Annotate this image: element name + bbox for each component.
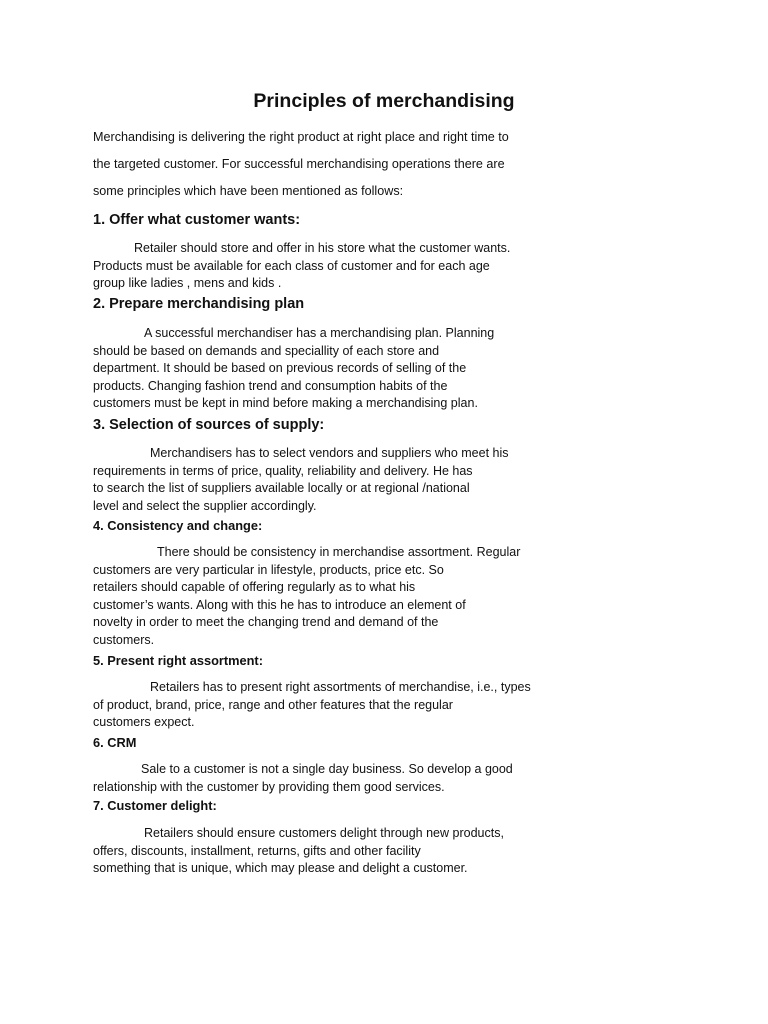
section-heading-prepare-merchandising-plan: 2. Prepare merchandising plan bbox=[93, 296, 305, 312]
section-heading-crm: 6. CRM bbox=[93, 735, 137, 750]
page-title: Principles of merchandising bbox=[253, 90, 515, 112]
text-line: Merchandising is delivering the right product at right place and right time to bbox=[93, 130, 509, 144]
text-line: customers expect. bbox=[93, 715, 195, 730]
text-line: Retailers has to present right assortments of merchandise, i.e., types bbox=[150, 680, 531, 694]
text-line: customer’s wants. Along with this he has to introduce an element of bbox=[93, 597, 466, 612]
text-line: of product, brand, price, range and other features that the regular bbox=[93, 697, 453, 712]
section-heading-selection-of-sources-of-supply: 3. Selection of sources of supply: bbox=[93, 417, 325, 433]
text-line: should be based on demands and speciallity of each store and bbox=[93, 343, 440, 358]
text-line: novelty in order to meet the changing trend and demand of the bbox=[93, 615, 439, 630]
section-paragraph-prepare-merchandising-plan bbox=[93, 325, 573, 413]
text-line: something that is unique, which may please and delight a customer. bbox=[93, 861, 468, 876]
text-line: Products must be available for each class of customer and for each age bbox=[93, 258, 490, 273]
text-line: Retailers should ensure customers delight through new products, bbox=[144, 826, 504, 840]
section-heading-offer-what-customer-wants: 1. Offer what customer wants: bbox=[93, 212, 301, 228]
section-heading-customer-delight: 7. Customer delight: bbox=[93, 798, 217, 813]
text-line: relationship with the customer by providing them good services. bbox=[93, 779, 445, 794]
text-line: Retailer should store and offer in his store what the customer wants. bbox=[134, 241, 511, 255]
text-line: to search the list of suppliers available locally or at regional /national bbox=[93, 481, 470, 496]
intro-paragraph bbox=[93, 124, 563, 205]
section-heading-consistency-and-change: 4. Consistency and change: bbox=[93, 518, 263, 533]
text-line: There should be consistency in merchandise assortment. Regular bbox=[157, 545, 521, 559]
text-line: level and select the supplier accordingly. bbox=[93, 498, 317, 513]
text-line: customers are very particular in lifestyle, products, price etc. So bbox=[93, 562, 444, 577]
text-line: A successful merchandiser has a merchandising plan. Planning bbox=[144, 326, 495, 340]
section-paragraph-crm bbox=[93, 761, 573, 796]
text-line: customers. bbox=[93, 632, 155, 647]
text-line: some principles which have been mentioned as follows: bbox=[93, 184, 404, 198]
text-line: offers, discounts, installment, returns, gifts and other facility bbox=[93, 843, 421, 858]
text-line: the targeted customer. For successful merchandising operations there are bbox=[93, 157, 505, 171]
section-paragraph-consistency-and-change bbox=[93, 544, 573, 650]
section-heading-present-right-assortment: 5. Present right assortment: bbox=[93, 653, 263, 668]
section-paragraph-customer-delight bbox=[93, 825, 573, 878]
text-line: retailers should capable of offering regularly as to what his bbox=[93, 580, 416, 595]
text-line: Merchandisers has to select vendors and suppliers who meet his bbox=[150, 446, 509, 460]
section-paragraph-present-right-assortment bbox=[93, 679, 573, 732]
text-line: customers must be kept in mind before making a merchandising plan. bbox=[93, 396, 478, 411]
section-paragraph-selection-of-sources-of-supply bbox=[93, 445, 573, 515]
text-line: Sale to a customer is not a single day business. So develop a good bbox=[141, 762, 513, 776]
text-line: products. Changing fashion trend and consumption habits of the bbox=[93, 378, 448, 393]
text-line: requirements in terms of price, quality, reliability and delivery. He has bbox=[93, 463, 473, 478]
text-line: group like ladies , mens and kids . bbox=[93, 276, 282, 291]
section-paragraph-offer-what-customer-wants bbox=[93, 240, 573, 293]
text-line: department. It should be based on previous records of selling of the bbox=[93, 361, 467, 376]
